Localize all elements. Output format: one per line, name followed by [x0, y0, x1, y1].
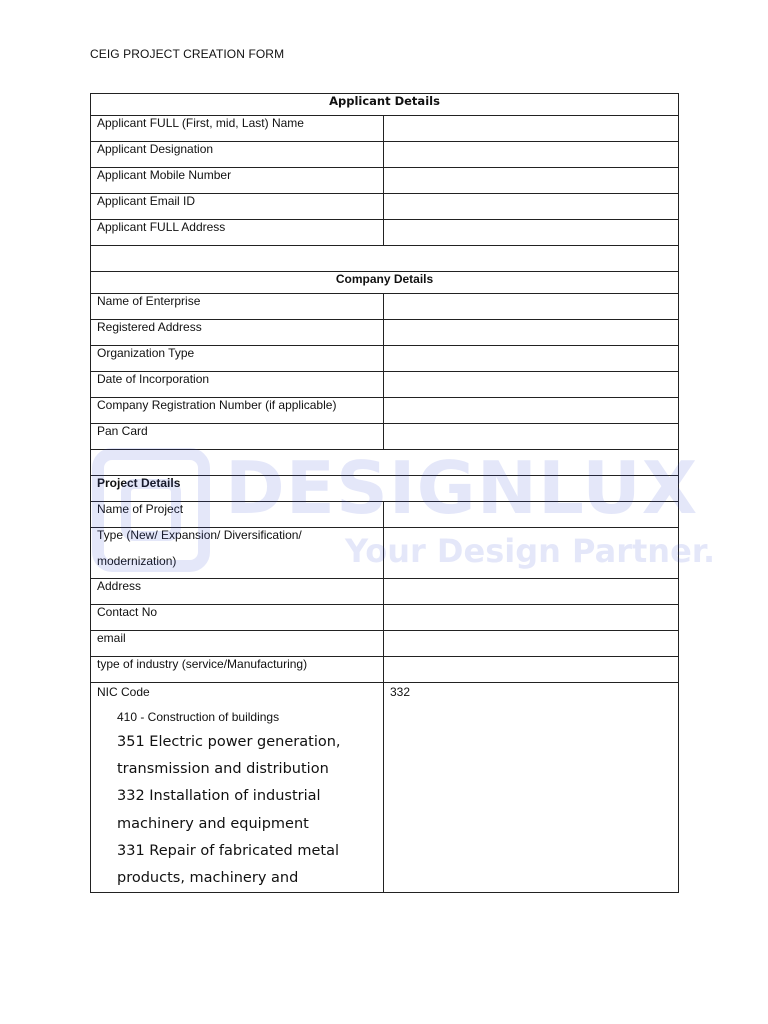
watermark-tagline: Your Design Partner.	[345, 532, 716, 570]
field-label: Applicant Mobile Number	[91, 168, 384, 194]
field-label-line: Type (New/ Expansion/ Diversification/	[97, 528, 302, 542]
form-row	[91, 194, 679, 220]
form-row	[91, 320, 679, 346]
contact-number-field[interactable]	[384, 605, 679, 631]
applicant-address-field[interactable]	[384, 220, 679, 246]
form-row	[91, 220, 679, 246]
form-row	[91, 294, 679, 320]
document-title: CEIG PROJECT CREATION FORM	[90, 47, 285, 61]
project-email-field[interactable]	[384, 631, 679, 657]
pan-card-field[interactable]	[384, 424, 679, 450]
project-creation-form	[90, 93, 679, 893]
form-row	[91, 346, 679, 372]
form-row	[91, 579, 679, 605]
nic-code-value-field[interactable]: 332	[384, 683, 679, 893]
applicant-designation-field[interactable]	[384, 142, 679, 168]
organization-type-field[interactable]	[384, 346, 679, 372]
nic-options-list	[117, 729, 377, 892]
nic-code-row	[91, 683, 679, 893]
field-label: email	[91, 631, 384, 657]
watermark-brand: DESIGNLUX	[225, 446, 699, 530]
form-row	[91, 528, 679, 579]
nic-option-line: transmission and distribution	[117, 761, 329, 778]
field-label: Name of Project	[91, 502, 384, 528]
field-label: Pan Card	[91, 424, 384, 450]
project-type-field[interactable]	[384, 528, 679, 579]
form-row	[91, 657, 679, 683]
applicant-full-name-field[interactable]	[384, 116, 679, 142]
field-label: Date of Incorporation	[91, 372, 384, 398]
spacer-row	[91, 246, 679, 272]
field-label: Name of Enterprise	[91, 294, 384, 320]
nic-option-line: 331 Repair of fabricated metal	[117, 842, 340, 859]
project-address-field[interactable]	[384, 579, 679, 605]
field-label: Applicant FULL (First, mid, Last) Name	[91, 116, 384, 142]
field-label: Contact No	[91, 605, 384, 631]
field-label: Registered Address	[91, 320, 384, 346]
field-label: Address	[91, 579, 384, 605]
nic-option-line: 351 Electric power generation,	[117, 734, 341, 750]
section-heading: Applicant Details	[91, 94, 679, 116]
field-label: Applicant FULL Address	[91, 220, 384, 246]
form-row	[91, 502, 679, 528]
spacer-row	[91, 450, 679, 476]
field-label: Applicant Designation	[91, 142, 384, 168]
blank-cell	[91, 450, 679, 476]
enterprise-name-field[interactable]	[384, 294, 679, 320]
nic-option-line: 332 Installation of industrial	[117, 788, 321, 805]
form-row	[91, 424, 679, 450]
form-row	[91, 398, 679, 424]
form-row	[91, 142, 679, 168]
applicant-mobile-field[interactable]	[384, 168, 679, 194]
project-details-header	[91, 476, 679, 502]
form-row	[91, 372, 679, 398]
field-label: Applicant Email ID	[91, 194, 384, 220]
form-row	[91, 116, 679, 142]
form-row	[91, 168, 679, 194]
industry-type-field[interactable]	[384, 657, 679, 683]
applicant-email-field[interactable]	[384, 194, 679, 220]
field-label-line: modernization)	[97, 554, 177, 568]
form-row	[91, 631, 679, 657]
company-details-header	[91, 272, 679, 294]
nic-code-label: NIC Code	[97, 685, 150, 699]
section-heading: Company Details	[91, 272, 679, 294]
field-label: type of industry (service/Manufacturing)	[91, 657, 384, 683]
section-heading: Project Details	[91, 476, 679, 502]
field-label: Company Registration Number (if applicable)	[91, 398, 384, 424]
project-name-field[interactable]	[384, 502, 679, 528]
applicant-details-header	[91, 94, 679, 116]
field-label	[91, 528, 384, 579]
nic-sub-option: 410 - Construction of buildings	[117, 710, 280, 724]
field-label: Organization Type	[91, 346, 384, 372]
nic-option-line: products, machinery and	[117, 870, 299, 887]
blank-cell	[91, 246, 679, 272]
incorporation-date-field[interactable]	[384, 372, 679, 398]
form-row	[91, 605, 679, 631]
registered-address-field[interactable]	[384, 320, 679, 346]
nic-option-line: machinery and equipment	[117, 815, 309, 832]
registration-number-field[interactable]	[384, 398, 679, 424]
nic-code-label-cell	[91, 683, 384, 893]
